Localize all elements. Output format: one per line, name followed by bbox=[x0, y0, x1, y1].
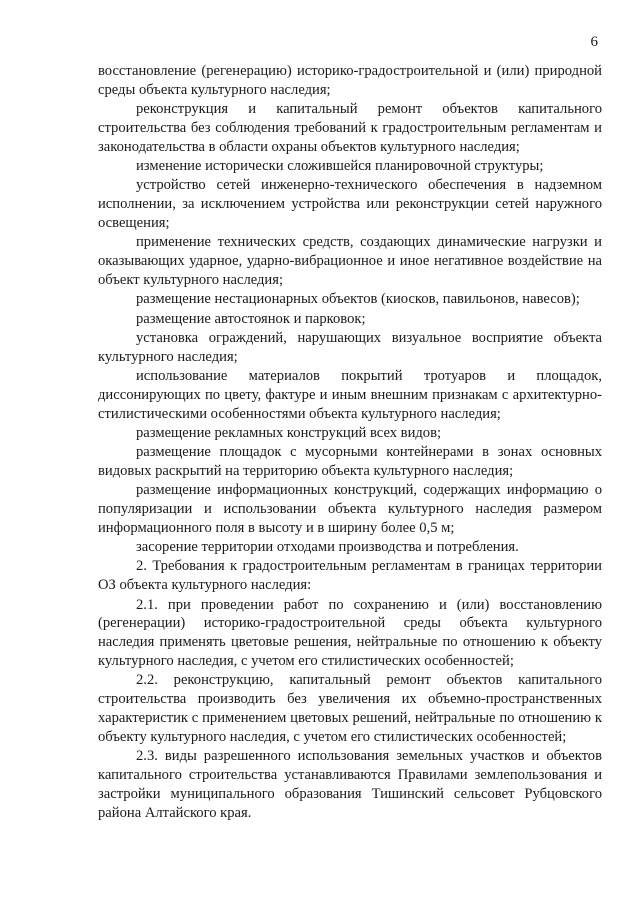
paragraph-advertising: размещение рекламных конструкций всех видов; bbox=[136, 424, 442, 441]
paragraph-fences: установка ограждений, нарушающих визуальное восприятие объекта культурного наследия; bbox=[98, 329, 602, 365]
paragraph-restoration: восстановление (регенерацию) историко-градостроительной и (или) природной среды объекта культурного наследия; bbox=[98, 63, 602, 98]
paragraph-engineering-networks: устройство сетей инженерно-технического обеспечения в надземном исполнении, за исключением устройства или реконструкции сетей наружного освещения; bbox=[98, 177, 602, 232]
paragraph-reconstruction: реконструкция и капитальный ремонт объектов капитального строительства без соблюдения требований к градостроительным регламентам и законодательства в области охраны объектов культурного наследия; bbox=[98, 101, 602, 155]
paragraph-parking: размещение автостоянок и парковок; bbox=[136, 310, 366, 327]
paragraph-temporary-objects: размещение нестационарных объектов (киосков, павильонов, навесов); bbox=[136, 291, 580, 308]
clause-2-1: 2.1. при проведении работ по сохранению и (или) восстановлению (регенерации) историко-градостроительной среды объекта культурного наследия применять цветовые решения, нейтральные по отношению к объекту культурного наследия, с учетом его стилистических особенностей; bbox=[98, 596, 602, 670]
clause-2-3: 2.3. виды разрешенного использования земельных участков и объектов капитального строительства устанавливаются Правилами землепользования и застройки муниципального образования Тишинский сельсовет Рубцовского района Алтайского края. bbox=[98, 748, 602, 822]
paragraph-planning-structure: изменение исторически сложившейся планировочной структуры; bbox=[136, 158, 544, 175]
paragraph-dynamic-loads: применение технических средств, создающих динамические нагрузки и оказывающих ударное, ударно-вибрационное и иное негативное воздействие на объект культурного наследия; bbox=[98, 234, 602, 289]
section-2-heading: 2. Требования к градостроительным регламентам в границах территории ОЗ объекта культурного наследия: bbox=[98, 558, 602, 594]
paragraph-littering: засорение территории отходами производства и потребления. bbox=[136, 539, 519, 556]
paragraph-waste-containers: размещение площадок с мусорными контейнерами в зонах основных видовых раскрытий на территорию объекта культурного наследия; bbox=[98, 444, 602, 479]
page-number: 6 bbox=[590, 34, 598, 50]
document-body bbox=[98, 62, 602, 823]
paragraph-paving-materials: использование материалов покрытий тротуаров и площадок, диссонирующих по цвету, фактуре и иным внешним признакам с архитектурно-стилистическими особенностями объекта культурного наследия; bbox=[98, 367, 602, 422]
clause-2-2: 2.2. реконструкцию, капитальный ремонт объектов капитального строительства производить без увеличения их объемно-пространственных характеристик с применением цветовых решений, нейтральные по отношению к объекту культурного наследия, с учетом его стилистических особенностей; bbox=[98, 672, 602, 746]
paragraph-information-structures: размещение информационных конструкций, содержащих информацию о популяризации и использовании объекта культурного наследия размером информационного поля в высоту и в ширину более 0,5 м; bbox=[98, 482, 602, 537]
